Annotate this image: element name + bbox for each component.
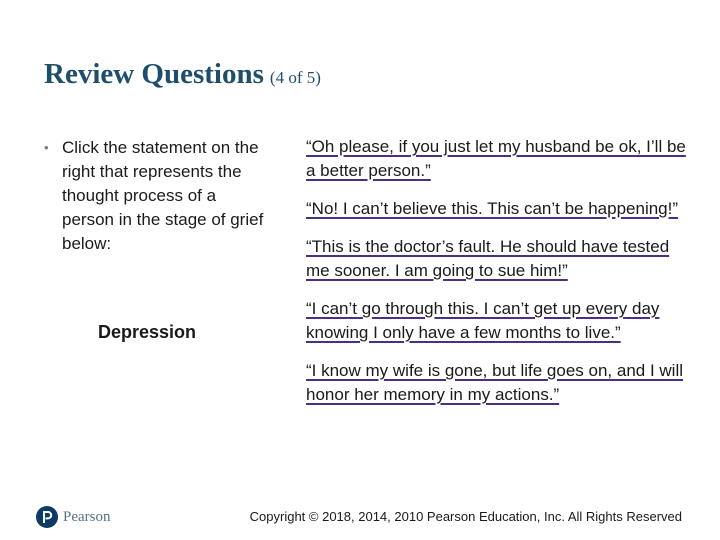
question-panel (44, 136, 274, 256)
pearson-logo-text: Pearson (63, 508, 111, 525)
slide-title-text: Review Questions (44, 58, 264, 90)
answer-option-2[interactable]: “No! I can’t believe this. This can’t be happening!” (306, 199, 679, 218)
slide-title (44, 58, 321, 91)
slide-title-suffix: (4 of 5) (269, 68, 321, 87)
answer-options (306, 135, 686, 421)
answer-option-4[interactable]: “I can’t go through this. I can’t get up every day knowing I only have a few months to live.” (306, 299, 660, 342)
answer-option-3[interactable]: “This is the doctor’s fault. He should have tested me sooner. I am going to sue him!” (306, 237, 670, 280)
answer-option-1[interactable]: “Oh please, if you just let my husband be ok, I’ll be a better person.” (306, 137, 686, 180)
answer-option-5[interactable]: “I know my wife is gone, but life goes on, and I will honor her memory in my actions.” (306, 361, 684, 404)
question-prompt: Click the statement on the right that represents the thought process of a person in the stage of grief below: (62, 138, 264, 253)
question-bullet-row (44, 136, 274, 256)
copyright-notice: Copyright © 2018, 2014, 2010 Pearson Education, Inc. All Rights Reserved (249, 509, 682, 524)
grief-stage-label: Depression (98, 322, 197, 342)
bullet-icon: • (44, 140, 49, 155)
pearson-p-icon (36, 506, 58, 528)
pearson-logo (36, 506, 111, 528)
